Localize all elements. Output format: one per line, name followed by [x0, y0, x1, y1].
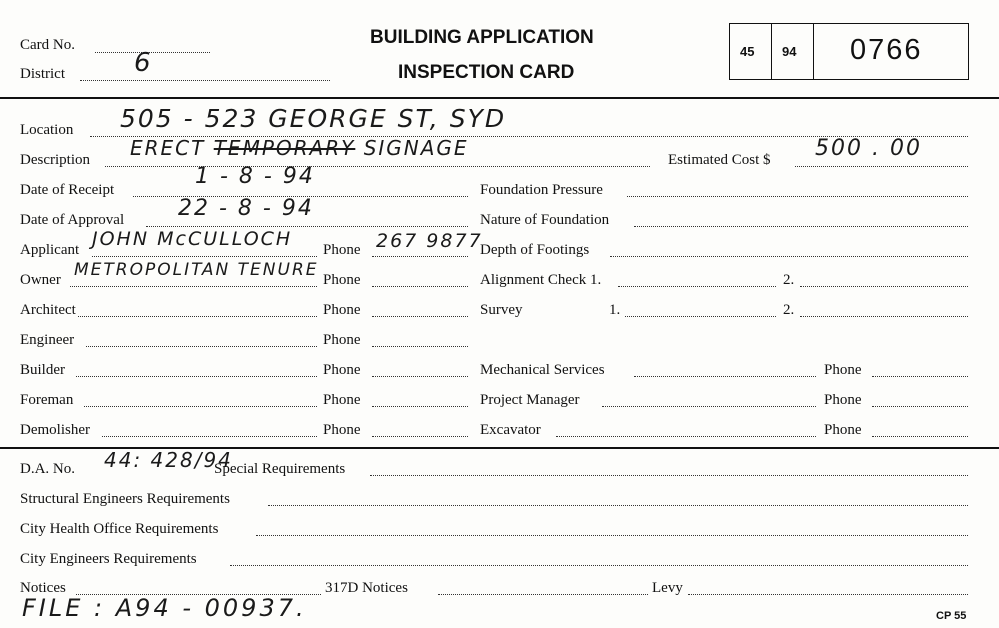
- estimated-cost-field[interactable]: [795, 166, 968, 167]
- survey-1-field[interactable]: [625, 316, 776, 317]
- box-divider-2: [813, 24, 814, 79]
- foreman-phone-field[interactable]: [372, 406, 468, 407]
- architect-field[interactable]: [78, 316, 317, 317]
- box-number: 0766: [850, 34, 923, 66]
- levy-field[interactable]: [688, 594, 968, 595]
- project-manager-phone-label: Phone: [824, 392, 862, 408]
- description-label: Description: [20, 152, 90, 168]
- date-approval-field[interactable]: [146, 226, 468, 227]
- builder-phone-field[interactable]: [372, 376, 468, 377]
- mechanical-services-label: Mechanical Services: [480, 362, 605, 378]
- applicant-value: JOHN McCULLOCH: [92, 228, 293, 250]
- foundation-pressure-label: Foundation Pressure: [480, 182, 603, 198]
- special-requirements-field[interactable]: [370, 475, 968, 476]
- notices-317d-label: 317D Notices: [325, 580, 408, 596]
- project-manager-field[interactable]: [602, 406, 816, 407]
- alignment-check-label: Alignment Check 1.: [480, 272, 602, 288]
- foreman-label: Foreman: [20, 392, 74, 408]
- engineers-requirements-label: City Engineers Requirements: [20, 551, 197, 567]
- engineers-requirements-field[interactable]: [230, 565, 968, 566]
- depth-footings-label: Depth of Footings: [480, 242, 590, 258]
- survey-2-label: 2.: [783, 302, 795, 318]
- description-field[interactable]: [105, 166, 650, 167]
- header-rule: [0, 97, 999, 99]
- alignment-check-2-field[interactable]: [800, 286, 968, 287]
- form-code: CP 55: [936, 610, 967, 622]
- excavator-phone-field[interactable]: [872, 436, 968, 437]
- owner-label: Owner: [20, 272, 61, 288]
- estimated-cost-label: Estimated Cost $: [668, 152, 771, 168]
- foundation-pressure-field[interactable]: [627, 196, 968, 197]
- demolisher-phone-label: Phone: [323, 422, 361, 438]
- mechanical-phone-label: Phone: [824, 362, 862, 378]
- owner-field[interactable]: [70, 286, 317, 287]
- description-erect: ERECT: [130, 136, 206, 160]
- date-receipt-label: Date of Receipt: [20, 182, 115, 198]
- estimated-cost-value: 500 . 00: [815, 136, 922, 161]
- builder-field[interactable]: [76, 376, 317, 377]
- mechanical-services-field[interactable]: [634, 376, 816, 377]
- district-label: District: [20, 66, 65, 82]
- da-no-label: D.A. No.: [20, 461, 75, 477]
- da-no-value: 44: 428/94: [104, 448, 233, 472]
- reference-box: [729, 23, 969, 80]
- engineer-field[interactable]: [86, 346, 317, 347]
- excavator-label: Excavator: [480, 422, 541, 438]
- alignment-check-2-label: 2.: [783, 272, 795, 288]
- builder-phone-label: Phone: [323, 362, 361, 378]
- demolisher-field[interactable]: [102, 436, 317, 437]
- box-divider-1: [771, 24, 772, 79]
- demolisher-label: Demolisher: [20, 422, 90, 438]
- applicant-phone-value: 267 9877: [376, 230, 483, 252]
- survey-label: Survey: [480, 302, 523, 318]
- applicant-label: Applicant: [20, 242, 80, 258]
- levy-label: Levy: [652, 580, 683, 596]
- architect-phone-field[interactable]: [372, 316, 468, 317]
- description-struck: TEMPORARY: [213, 136, 356, 160]
- alignment-check-1-field[interactable]: [618, 286, 776, 287]
- mechanical-phone-field[interactable]: [872, 376, 968, 377]
- excavator-phone-label: Phone: [824, 422, 862, 438]
- date-approval-value: 22 - 8 - 94: [178, 196, 314, 221]
- structural-requirements-label: Structural Engineers Requirements: [20, 491, 230, 507]
- nature-foundation-label: Nature of Foundation: [480, 212, 610, 228]
- health-requirements-label: City Health Office Requirements: [20, 521, 219, 537]
- owner-phone-field[interactable]: [372, 286, 468, 287]
- description-value: [130, 136, 469, 160]
- project-manager-phone-field[interactable]: [872, 406, 968, 407]
- health-requirements-field[interactable]: [256, 535, 968, 536]
- date-approval-label: Date of Approval: [20, 212, 125, 228]
- district-value: 6: [134, 48, 153, 78]
- engineer-phone-label: Phone: [323, 332, 361, 348]
- applicant-phone-field[interactable]: [372, 256, 468, 257]
- owner-value: METROPOLITAN TENURE: [74, 260, 319, 280]
- survey-1-label: 1.: [609, 302, 621, 318]
- project-manager-label: Project Manager: [480, 392, 580, 408]
- applicant-phone-label: Phone: [323, 242, 361, 258]
- nature-foundation-field[interactable]: [634, 226, 968, 227]
- date-receipt-value: 1 - 8 - 94: [195, 164, 315, 189]
- description-rest: SIGNAGE: [363, 136, 469, 160]
- structural-requirements-field[interactable]: [268, 505, 968, 506]
- card-title-line1: BUILDING APPLICATION: [370, 27, 594, 48]
- file-number: FILE : A94 - 00937.: [22, 594, 307, 622]
- demolisher-phone-field[interactable]: [372, 436, 468, 437]
- engineer-phone-field[interactable]: [372, 346, 468, 347]
- card-title-line2: INSPECTION CARD: [398, 62, 575, 83]
- district-field[interactable]: [80, 80, 330, 81]
- applicant-field[interactable]: [92, 256, 317, 257]
- box-prefix-a: 45: [740, 44, 755, 59]
- owner-phone-label: Phone: [323, 272, 361, 288]
- engineer-label: Engineer: [20, 332, 75, 348]
- location-label: Location: [20, 122, 74, 138]
- excavator-field[interactable]: [556, 436, 816, 437]
- architect-phone-label: Phone: [323, 302, 361, 318]
- foreman-phone-label: Phone: [323, 392, 361, 408]
- depth-footings-field[interactable]: [610, 256, 968, 257]
- card-no-label: Card No.: [20, 37, 75, 53]
- notices-label: Notices: [20, 580, 66, 596]
- builder-label: Builder: [20, 362, 65, 378]
- notices-317d-field[interactable]: [438, 594, 648, 595]
- foreman-field[interactable]: [84, 406, 317, 407]
- architect-label: Architect: [20, 302, 76, 318]
- survey-2-field[interactable]: [800, 316, 968, 317]
- special-requirements-label: Special Requirements: [214, 461, 346, 477]
- location-value: 505 - 523 GEORGE ST, SYD: [120, 104, 507, 133]
- box-prefix-b: 94: [782, 44, 797, 59]
